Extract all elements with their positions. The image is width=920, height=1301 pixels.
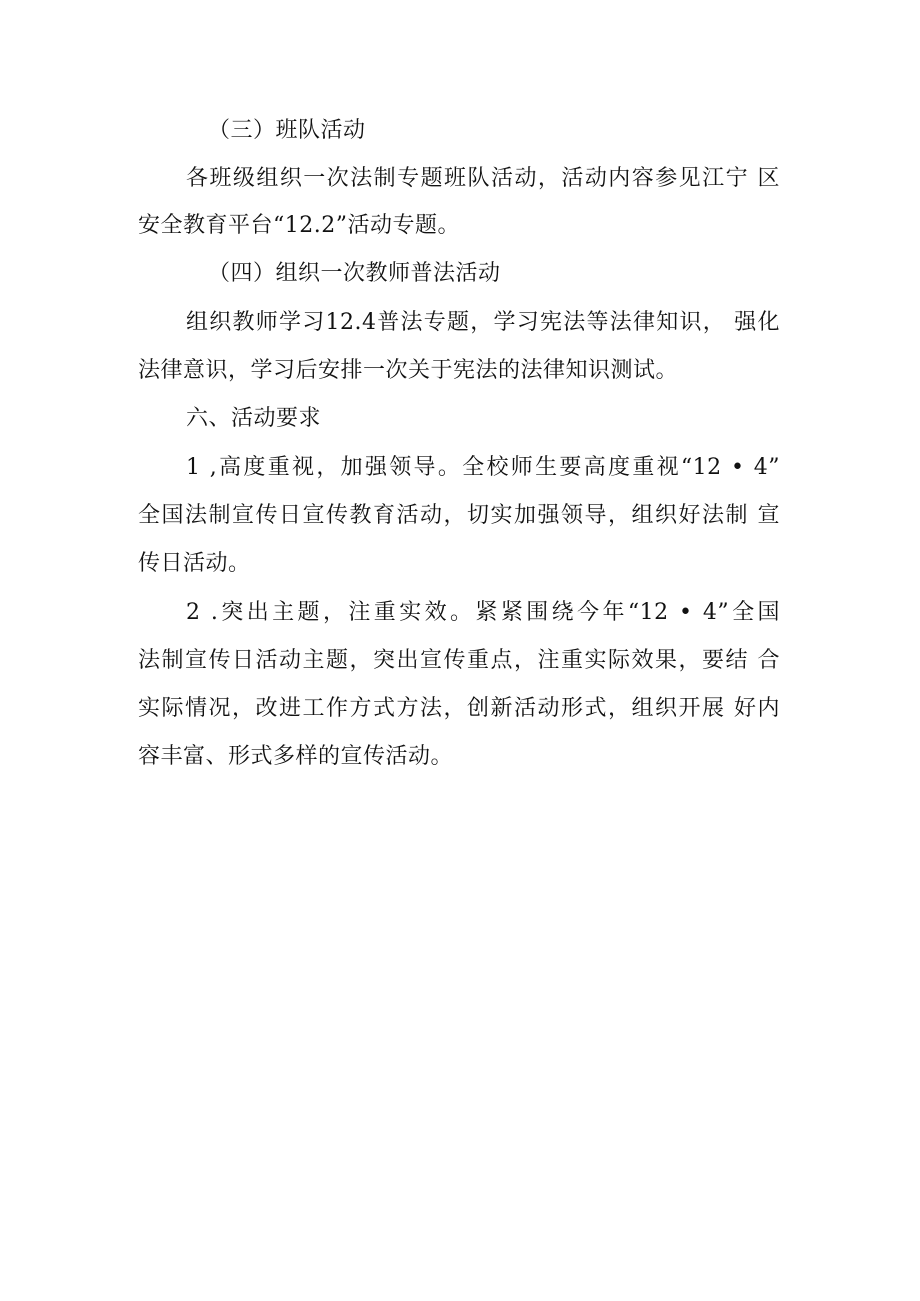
- requirement-1-line-3: 传日活动。: [138, 551, 251, 576]
- requirement-2-line-2: 法制宣传日活动主题，突出宣传重点，注重实际效果，要结 合: [138, 648, 780, 673]
- section-4-line-1: 组织教师学习12.4普法专题，学习宪法等法律知识， 强化: [186, 310, 780, 335]
- section-3-line-1: 各班级组织一次法制专题班队活动，活动内容参见江宁 区: [186, 166, 780, 191]
- requirement-1-line-1: 1 ,高度重视，加强领导。全校师生要高度重视“12 • 4”: [186, 455, 780, 480]
- section-heading-6: 六、活动要求: [186, 406, 322, 431]
- section-4-line-2: 法律意识，学习后安排一次关于宪法的法律知识测试。: [138, 358, 679, 383]
- section-heading-3: （三）班队活动: [208, 118, 366, 143]
- requirement-2-line-3: 实际情况，改进工作方式方法，创新活动形式，组织开展 好内: [138, 696, 780, 721]
- section-3-line-2: 安全教育平台“12.2”活动专题。: [138, 213, 460, 238]
- requirement-2-line-4: 容丰富、形式多样的宣传活动。: [138, 744, 454, 769]
- requirement-1-line-2: 全国法制宣传日宣传教育活动，切实加强领导，组织好法制 宣: [138, 503, 780, 528]
- requirement-2-line-1: 2 .突出主题，注重实效。紧紧围绕今年“12 • 4”全国: [186, 600, 780, 625]
- section-heading-4: （四）组织一次教师普法活动: [208, 261, 501, 286]
